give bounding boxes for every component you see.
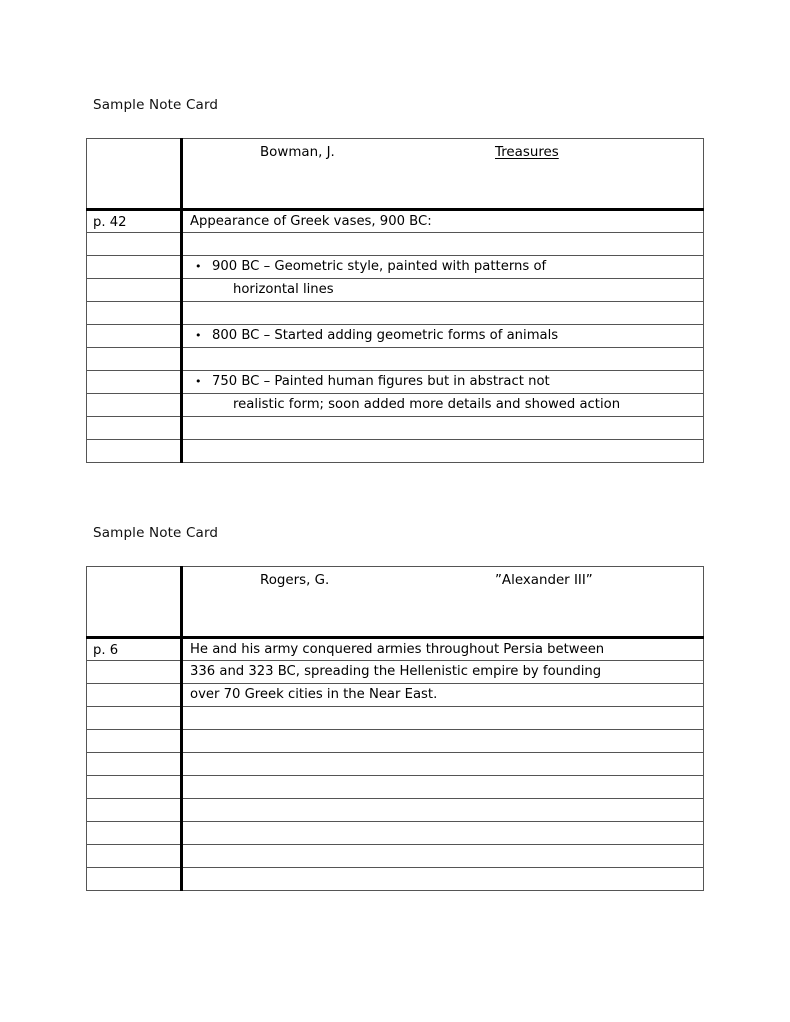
page-number-cell — [87, 440, 182, 463]
note-text: He and his army conquered armies throughout Persia between — [190, 642, 605, 657]
note-content-cell — [182, 279, 704, 302]
table-row — [87, 302, 704, 325]
table-row — [87, 279, 704, 302]
page-number-cell — [87, 417, 182, 440]
note-content-cell — [182, 302, 704, 325]
note-card-table-1 — [86, 138, 704, 463]
note-text: 800 BC – Started adding geometric forms of animals — [212, 328, 559, 343]
table-row — [87, 776, 704, 799]
page-number — [93, 707, 180, 711]
page-number-cell — [87, 325, 182, 348]
page-number — [93, 822, 180, 826]
page-number-cell — [87, 707, 182, 730]
page-number-cell — [87, 822, 182, 845]
page-number — [93, 845, 180, 849]
page-number-cell — [87, 845, 182, 868]
page-number — [93, 753, 180, 757]
page-number-cell — [87, 776, 182, 799]
note-content-cell — [182, 394, 704, 417]
bullet-icon: • — [195, 260, 202, 273]
page-number — [93, 302, 180, 306]
note-content-cell — [182, 233, 704, 256]
note-bullet-line — [190, 325, 703, 343]
author-name: Rogers, G. — [260, 573, 330, 588]
note-text: 900 BC – Geometric style, painted with patterns of — [212, 259, 547, 274]
table-row — [87, 799, 704, 822]
note-bullet-line — [190, 256, 703, 274]
page-number — [93, 684, 180, 688]
note-text: Appearance of Greek vases, 900 BC: — [190, 214, 432, 229]
page-number-cell — [87, 638, 182, 661]
table-row — [87, 417, 704, 440]
note-card-2-header-row — [87, 567, 704, 638]
note-content-cell — [182, 730, 704, 753]
page-number — [93, 348, 180, 352]
note-text: over 70 Greek cities in the Near East. — [190, 687, 438, 702]
note-content-cell — [182, 417, 704, 440]
header-inner — [190, 567, 703, 636]
page-number — [93, 661, 180, 665]
note-text: 336 and 323 BC, spreading the Hellenistic empire by founding — [190, 664, 602, 679]
header-inner — [190, 139, 703, 208]
page-number-cell — [87, 279, 182, 302]
note-content-cell — [182, 707, 704, 730]
header-page-cell — [87, 567, 182, 638]
note-card-1-body — [87, 139, 704, 463]
note-content-cell — [182, 845, 704, 868]
page-number-cell — [87, 348, 182, 371]
table-row — [87, 233, 704, 256]
page-number — [93, 799, 180, 803]
note-text: 750 BC – Painted human figures but in abstract not — [212, 374, 550, 389]
table-row — [87, 210, 704, 233]
table-row — [87, 661, 704, 684]
source-title: ”Alexander III” — [495, 573, 593, 588]
header-citation-cell — [182, 139, 704, 210]
table-row — [87, 868, 704, 891]
note-card-table-2 — [86, 566, 704, 891]
page-number: p. 42 — [93, 215, 127, 230]
page-number — [93, 279, 180, 283]
page-number-cell — [87, 684, 182, 707]
author-name: Bowman, J. — [260, 145, 335, 160]
table-row — [87, 707, 704, 730]
note-card-1-header-row — [87, 139, 704, 210]
note-text: realistic form; soon added more details and showed action — [233, 397, 621, 412]
page-number-cell — [87, 302, 182, 325]
note-content-cell — [182, 684, 704, 707]
section-label-2: Sample Note Card — [93, 525, 219, 541]
note-content-cell — [182, 325, 704, 348]
table-row — [87, 256, 704, 279]
note-content-cell — [182, 868, 704, 891]
note-content-cell — [182, 210, 704, 233]
table-row — [87, 638, 704, 661]
table-row — [87, 348, 704, 371]
page-number: p. 6 — [93, 643, 119, 658]
source-title: Treasures — [495, 145, 559, 160]
section-label-1: Sample Note Card — [93, 97, 219, 113]
page-number-cell — [87, 371, 182, 394]
table-row — [87, 325, 704, 348]
note-content-cell — [182, 348, 704, 371]
page-number-cell — [87, 256, 182, 279]
header-citation-cell — [182, 567, 704, 638]
note-content-cell — [182, 776, 704, 799]
page-number-cell — [87, 210, 182, 233]
note-content-cell — [182, 638, 704, 661]
page-number-cell — [87, 753, 182, 776]
note-content-cell — [182, 256, 704, 279]
table-row — [87, 684, 704, 707]
table-row — [87, 440, 704, 463]
page-number — [93, 394, 180, 398]
page-number — [93, 371, 180, 375]
table-row — [87, 845, 704, 868]
note-content-cell — [182, 661, 704, 684]
page-number — [93, 256, 180, 260]
page-number-cell — [87, 233, 182, 256]
page-number-cell — [87, 661, 182, 684]
note-content-cell — [182, 440, 704, 463]
note-card-2-body — [87, 567, 704, 891]
bullet-icon: • — [195, 375, 202, 388]
page-number-cell — [87, 799, 182, 822]
page-number-cell — [87, 868, 182, 891]
bullet-icon: • — [195, 329, 202, 342]
note-bullet-line — [190, 371, 703, 389]
page-number — [93, 730, 180, 734]
page-number — [93, 233, 180, 237]
page-number — [93, 440, 180, 444]
page-number-cell — [87, 730, 182, 753]
page-number — [93, 776, 180, 780]
page-number — [93, 417, 180, 421]
note-content-cell — [182, 822, 704, 845]
header-page-cell — [87, 139, 182, 210]
table-row — [87, 394, 704, 417]
table-row — [87, 753, 704, 776]
note-content-cell — [182, 799, 704, 822]
table-row — [87, 371, 704, 394]
page-number-cell — [87, 394, 182, 417]
table-row — [87, 822, 704, 845]
page-number — [93, 325, 180, 329]
note-content-cell — [182, 371, 704, 394]
page-number — [93, 868, 180, 872]
table-row — [87, 730, 704, 753]
note-content-cell — [182, 753, 704, 776]
note-text: horizontal lines — [233, 282, 334, 297]
